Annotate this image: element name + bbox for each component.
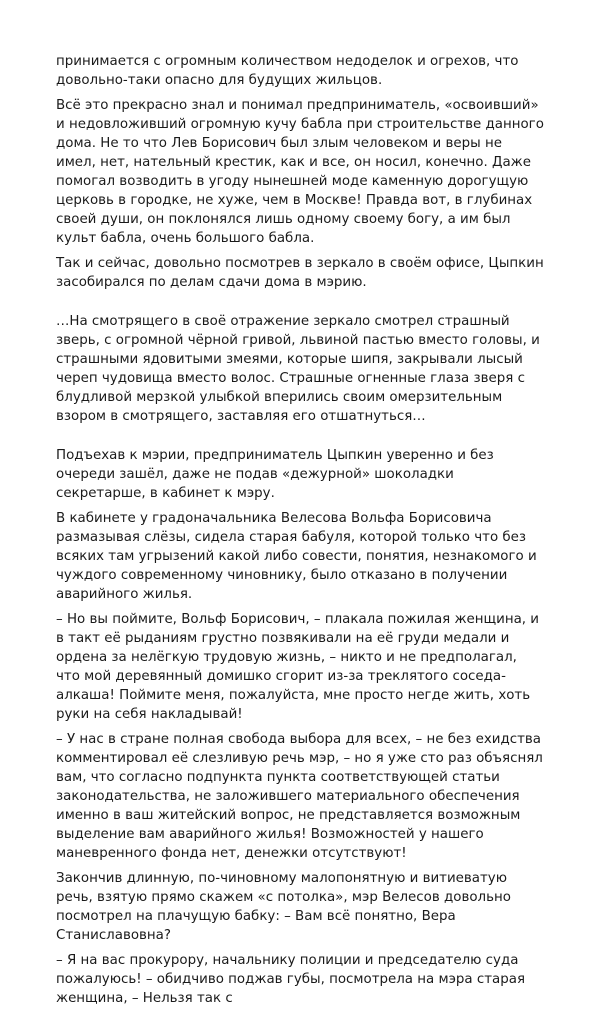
section-break — [56, 426, 544, 446]
paragraph: Закончив длинную, по-чиновному малопонятную и витиеватую речь, взятую прямо скажем «с потолка», мэр Велесов довольно посмотрел на плачущую бабку: – Вам всё понятно, Вера Станиславовна? — [56, 871, 511, 943]
paragraph: – Но вы поймите, Вольф Борисович, – плакала пожилая женщина, и в такт её рыданиям грустно позвякивали на её груди медали и ордена за нелёгкую трудовую жизнь, – никто и не предполагал, что мой деревянный домишко сгорит из-за треклятого соседа-алкаша! Поймите меня, пожалуйста, мне просто негде жить, хоть руки на себя накладывай! — [56, 612, 540, 722]
paragraph: принимается с огромным количеством недоделок и огрехов, что довольно-таки опасно для будущих жильцов. — [56, 54, 519, 88]
paragraph: Так и сейчас, довольно посмотрев в зеркало в своём офисе, Цыпкин засобирался по делам сдачи дома в мэрию. — [56, 256, 544, 290]
paragraph: Всё это прекрасно знал и понимал предприниматель, «освоивший» и недовложивший огромную кучу бабла при строительстве данного дома. Не то что Лев Борисович был злым человеком и веры не имел, нет, нательный крестик, как и все, он носил, конечно. Даже помогал возводить в угоду нынешней моде каменную дорогущую церковь в городке, не хуже, чем в Москве! Правда вот, в глубинах своей души, он поклонялся лишь одному своему богу, а им был культ бабла, очень большого бабла. — [56, 98, 544, 246]
section-break — [56, 292, 544, 312]
document-page — [56, 52, 544, 1014]
paragraph: В кабинете у градоначальника Велесова Вольфа Борисовича размазывая слёзы, сидела старая бабуля, которой только что без всяких там угрызений какой либо совести, понятия, незнакомого и чуждого современному чиновнику, было отказано в получении аварийного жилья. — [56, 511, 537, 602]
paragraph: …На смотрящего в своё отражение зеркало смотрел страшный зверь, с огромной чёрной гривой, львиной пастью вместо головы, и страшными ядовитыми змеями, которые шипя, закрывали лысый череп чудовища вместо волос. Страшные огненные глаза зверя с блудливой мерзкой улыбкой вперились своим омерзительным взором в смотрящего, заставляя его отшатнуться… — [56, 314, 540, 424]
paragraph: – Я на вас прокурору, начальнику полиции и председателю суда пожалуюсь! – обидчиво поджав губы, посмотрела на мэра старая женщина, – Нельзя так с — [56, 953, 526, 1006]
paragraph: Подъехав к мэрии, предприниматель Цыпкин уверенно и без очереди зашёл, даже не подав «дежурной» шоколадки секретарше, в кабинет к мэру. — [56, 448, 494, 501]
paragraph: – У нас в стране полная свобода выбора для всех, – не без ехидства комментировал её слезливую речь мэр, – но я уже сто раз объяснял вам, что согласно подпункта пункта соответствующей статьи законодательства, не заложившего материального обеспечения именно в ваш житейский вопрос, не представляется возможным выделение вам аварийного жилья! Возможностей у нашего маневренного фонда нет, денежки отсутствуют! — [56, 732, 543, 861]
